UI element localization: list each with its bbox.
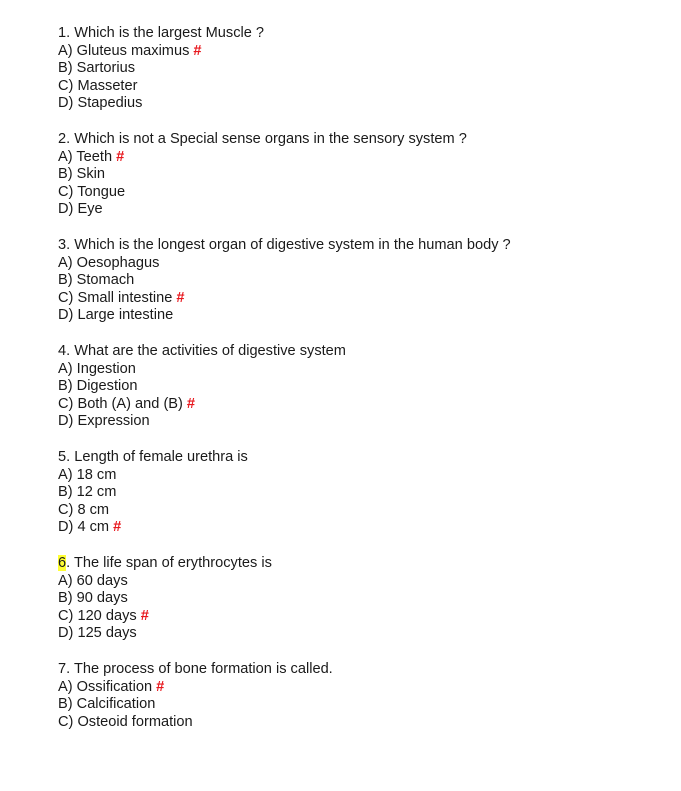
option-a [58, 149, 658, 167]
question-number: 4 [58, 343, 67, 359]
question-stem [58, 555, 658, 573]
option-label: D) Large intestine [58, 307, 174, 324]
option-b [58, 696, 658, 714]
question-stem [58, 131, 658, 149]
option-label: B) Stomach [58, 272, 135, 289]
question-4 [58, 343, 658, 431]
option-b [58, 272, 658, 290]
question-number: 1 [58, 25, 67, 41]
option-label: A) Ingestion [58, 360, 136, 377]
option-d [58, 519, 658, 537]
option-label: B) Calcification [58, 696, 156, 713]
correct-answer-marker: # [116, 148, 125, 165]
question-text: . Length of female urethra is [66, 449, 248, 465]
question-6 [58, 555, 658, 643]
option-label: A) Teeth [58, 148, 113, 165]
question-number: 5 [58, 449, 67, 465]
option-c [58, 502, 658, 520]
option-c [58, 396, 658, 414]
option-label: C) Small intestine [58, 289, 173, 306]
option-a [58, 361, 658, 379]
option-c [58, 78, 658, 96]
option-a [58, 255, 658, 273]
option-d [58, 201, 658, 219]
option-label: A) 60 days [58, 572, 128, 589]
option-label: C) 8 cm [58, 501, 110, 518]
option-c [58, 714, 658, 732]
option-a [58, 573, 658, 591]
question-text: . Which is the longest organ of digestive system in the human body ? [66, 237, 511, 253]
option-b [58, 166, 658, 184]
correct-answer-marker: # [193, 42, 202, 59]
question-text: . The process of bone formation is called. [66, 661, 333, 677]
option-label: B) 12 cm [58, 484, 117, 501]
option-c [58, 184, 658, 202]
correct-answer-marker: # [186, 395, 196, 412]
question-1 [58, 25, 658, 113]
option-a [58, 467, 658, 485]
option-label: C) Tongue [58, 183, 126, 200]
option-label: A) Gluteus maximus [58, 42, 190, 59]
question-stem [58, 449, 658, 467]
option-b [58, 60, 658, 78]
question-7 [58, 661, 658, 731]
question-5 [58, 449, 658, 537]
question-number: 7 [58, 661, 67, 677]
question-text: . What are the activities of digestive system [66, 343, 346, 359]
option-label: D) 125 days [58, 625, 137, 642]
highlighted-question-number: 6 [58, 555, 67, 571]
correct-answer-marker: # [156, 678, 165, 695]
question-2 [58, 131, 658, 219]
correct-answer-marker: # [176, 289, 185, 306]
option-b [58, 378, 658, 396]
option-label: A) Oesophagus [58, 254, 160, 271]
option-label: D) Eye [58, 201, 103, 218]
option-c [58, 290, 658, 308]
question-text: . Which is not a Special sense organs in the sensory system ? [66, 131, 467, 147]
option-label: C) Both (A) and (B) [58, 395, 183, 412]
option-c [58, 608, 658, 626]
option-d [58, 625, 658, 643]
option-a [58, 679, 658, 697]
question-stem [58, 661, 658, 679]
option-b [58, 590, 658, 608]
question-stem [58, 237, 658, 255]
option-label: B) Skin [58, 166, 106, 183]
question-number: 3 [58, 237, 67, 253]
option-label: A) 18 cm [58, 466, 117, 483]
option-d [58, 95, 658, 113]
correct-answer-marker: # [140, 607, 149, 624]
question-text: . Which is the largest Muscle ? [66, 25, 265, 41]
option-label: D) Stapedius [58, 95, 143, 112]
option-label: A) Ossification [58, 678, 153, 695]
option-label: B) 90 days [58, 590, 128, 607]
option-b [58, 484, 658, 502]
option-d [58, 307, 658, 325]
option-label: C) 120 days [58, 607, 137, 624]
option-label: D) 4 cm [58, 519, 110, 536]
option-d [58, 413, 658, 431]
option-label: B) Sartorius [58, 60, 136, 77]
question-stem [58, 343, 658, 361]
option-label: C) Osteoid formation [58, 713, 193, 730]
question-number: 2 [58, 131, 67, 147]
question-3 [58, 237, 658, 325]
question-stem [58, 25, 658, 43]
option-a [58, 43, 658, 61]
correct-answer-marker: # [113, 519, 122, 536]
question-text: . The life span of erythrocytes is [66, 555, 272, 571]
option-label: B) Digestion [58, 378, 138, 395]
option-label: D) Expression [58, 413, 150, 430]
option-label: C) Masseter [58, 77, 138, 94]
